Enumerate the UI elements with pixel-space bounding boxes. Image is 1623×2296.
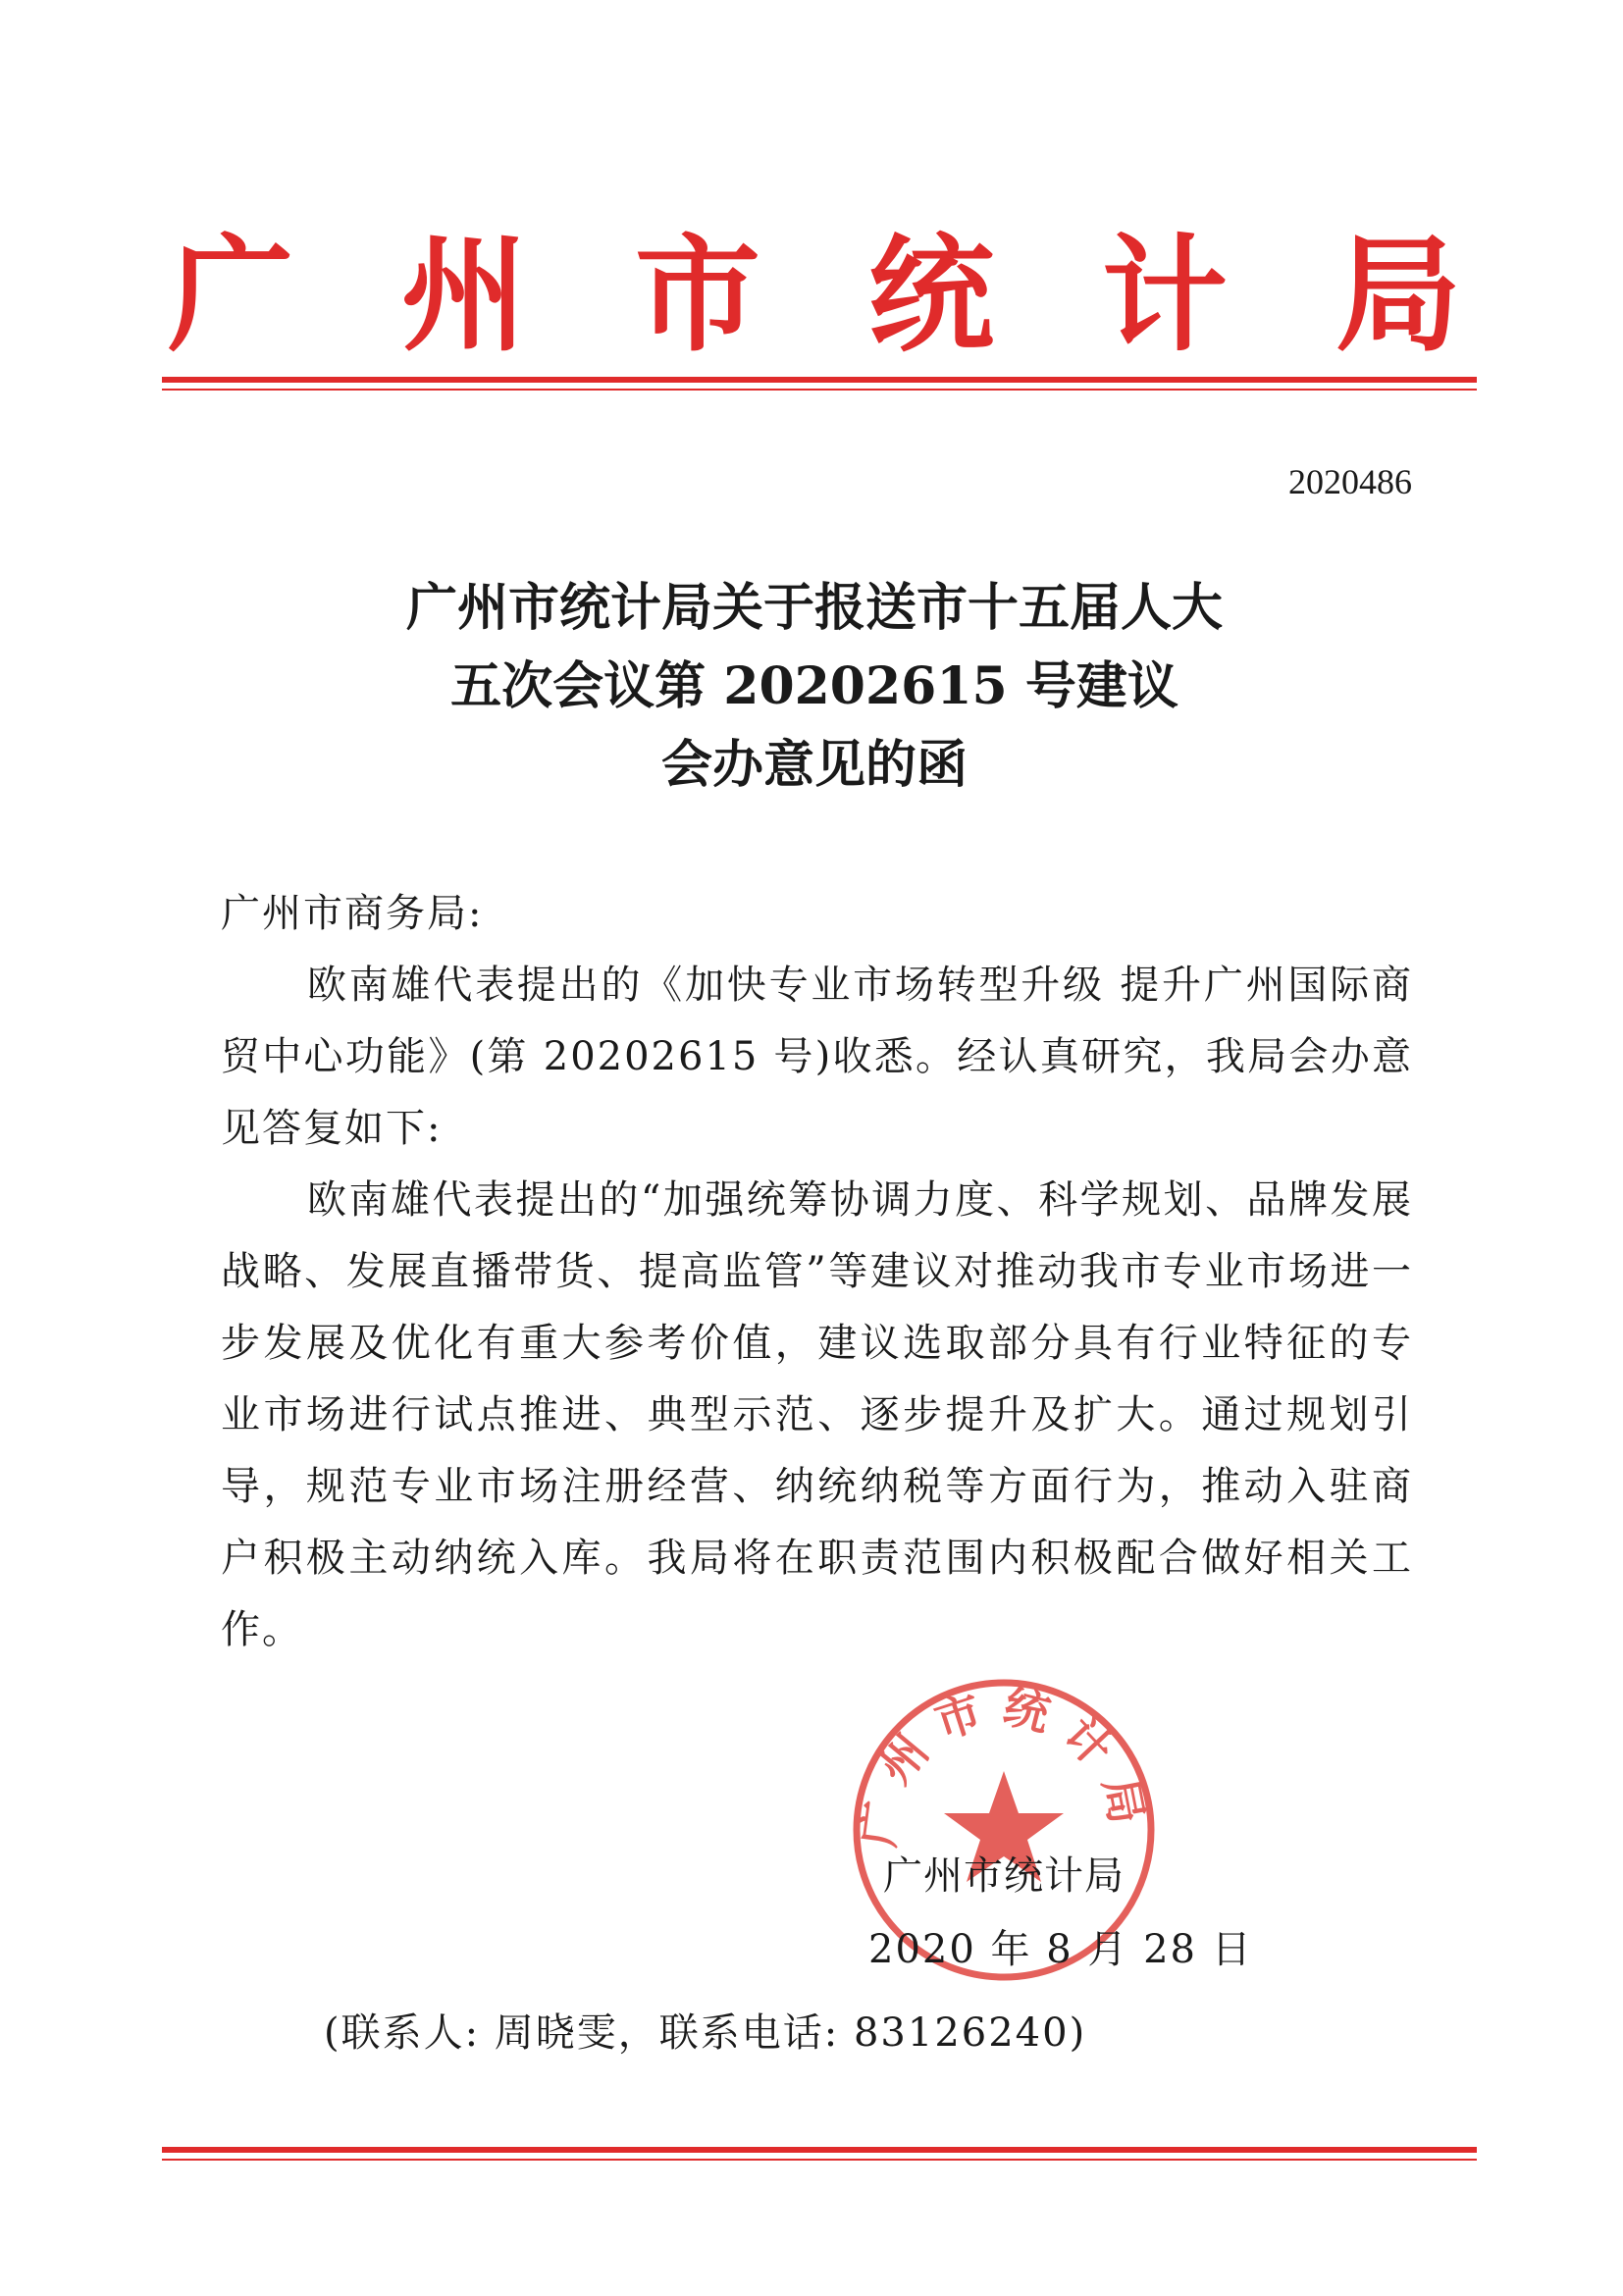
seal-arc-text: 广州市统计局 [851,1679,1158,1851]
title-line-2: 五次会议第 20202615 号建议 [450,656,1178,716]
header-divider-thick [162,377,1477,383]
masthead-char: 广 [167,222,293,369]
signature-date: 2020 年 8 月 28 日 [868,1927,1253,1972]
contact-info: (联系人: 周晓雯，联系电话: 83126240) [324,2010,1087,2056]
document-title [177,569,1452,805]
title-line-1: 广州市统计局关于报送市十五届人大 [405,578,1223,638]
masthead-char: 州 [400,222,527,369]
header-divider-thin [162,389,1477,391]
masthead-char: 计 [1101,222,1228,369]
title-line-3: 会办意见的函 [660,735,968,795]
footer-divider-thin [162,2159,1477,2161]
masthead-char: 市 [634,222,760,369]
masthead-char: 局 [1335,222,1461,369]
addressee: 广州市商务局: [221,891,484,936]
body-paragraph-1: 欧南雄代表提出的《加快专业市场转型升级 提升广州国际商贸中心功能》(第 20202615 号)收悉。经认真研究，我局会办意见答复如下: [221,963,1413,1151]
signature-organization: 广州市统计局 [883,1853,1125,1899]
masthead-char: 统 [867,222,994,369]
document-number: 2020486 [1288,462,1412,501]
body-paragraph-2: 欧南雄代表提出的“加强统筹协调力度、科学规划、品牌发展战略、发展直播带货、提高监管”等建议对推动我市专业市场进一步发展及优化有重大参考价值，建议选取部分具有行业特征的专业市场进行试点推进、典型示范、逐步提升及扩大。通过规划引导，规范专业市场注册经营、纳统纳税等方面行为，推动入驻商户积极主动纳统入库。我局将在职责范围内积极配合做好相关工作。 [221,1177,1413,1652]
footer-divider-thick [162,2147,1477,2153]
masthead-title [157,211,1472,369]
